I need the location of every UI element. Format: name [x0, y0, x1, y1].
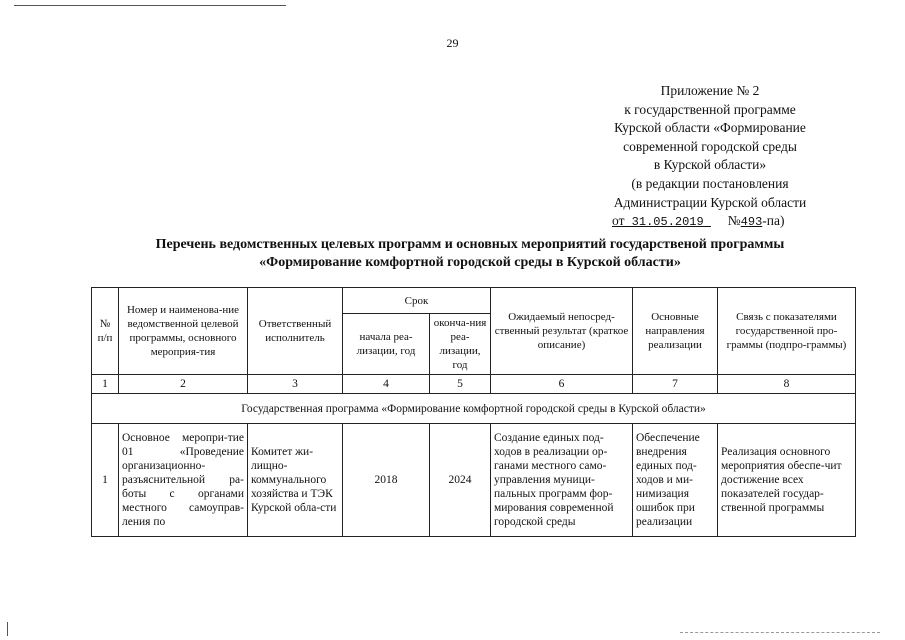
column-number: 4 [343, 375, 430, 394]
row-link: Реализация основного мероприятия обеспе-чит достижение всех показателей государ-ственной программы [718, 424, 856, 537]
column-number-row [92, 375, 856, 394]
scan-edge-mark [7, 622, 8, 636]
header-term: Срок [343, 288, 491, 314]
appendix-line-5: в Курской области» [653, 157, 767, 173]
column-number: 5 [430, 375, 491, 394]
row-executor: Комитет жи-лищно-коммунального хозяйства и ТЭК Курской обла-сти [248, 424, 343, 537]
header-directions: Основные направления реализации [633, 288, 718, 375]
header-start: начала реа-лизации, год [343, 314, 430, 375]
title-line-1: Перечень ведомственных целевых программ и основных мероприятий государственой программы [155, 237, 785, 252]
number-label: № [727, 213, 741, 229]
row-num: 1 [92, 424, 119, 537]
row-start: 2018 [343, 424, 430, 537]
resolution-suffix: -па) [762, 213, 785, 229]
appendix-line-4: современной городской среды [623, 138, 797, 154]
row-result: Создание единых под-ходов в реализации ор-ганами местного само-управления муници-пальных программ фор-мирования современной городской среды [491, 424, 633, 537]
header-link: Связь с показателями государственной про-граммы (подпро-граммы) [718, 288, 856, 375]
appendix-line-1: Приложение № 2 [660, 83, 760, 98]
top-divider-line [14, 5, 286, 6]
column-number: 7 [633, 375, 718, 394]
appendix-line-3: Курской области «Формирование [614, 120, 806, 136]
header-num: № п/п [92, 288, 119, 375]
table-row [92, 424, 856, 537]
resolution-number: 493 [740, 215, 763, 230]
header-executor: Ответственный исполнитель [248, 288, 343, 375]
measures-table [91, 287, 856, 537]
resolution-date: 31.05.2019 [624, 215, 711, 230]
column-number: 8 [718, 375, 856, 394]
header-result: Ожидаемый непосред-ственный результат (краткое описание) [491, 288, 633, 375]
header-name: Номер и наименова-ние ведомственной целевой программы, основного мероприя-тия [119, 288, 248, 375]
appendix-header [560, 82, 860, 232]
column-number: 1 [92, 375, 119, 394]
row-end: 2024 [430, 424, 491, 537]
from-label: от [612, 213, 625, 229]
header-end: оконча-ния реа-лизации, год [430, 314, 491, 375]
document-title [60, 236, 880, 272]
program-row [92, 394, 856, 424]
appendix-line-6: (в редакции постановления [631, 175, 789, 191]
column-number: 2 [119, 375, 248, 394]
resolution-date-number [560, 212, 860, 232]
appendix-line-7: Администрации Курской области [613, 194, 807, 210]
row-directions: Обеспечение внедрения единых под-ходов и ми-нимизация ошибок при реализации [633, 424, 718, 537]
footer-dashed-line [680, 632, 880, 633]
column-number: 6 [491, 375, 633, 394]
row-name: Основное меропри-тие 01 «Проведение организационно-разъяснительной ра-боты с органами местного самоуправ-ления по [119, 424, 248, 537]
program-title: Государственная программа «Формирование комфортной городской среды в Курской области» [92, 394, 856, 424]
page-number: 29 [446, 36, 459, 50]
title-line-2: «Формирование комфортной городской среды в Курской области» [259, 255, 681, 270]
header-row-top [92, 288, 856, 314]
column-number: 3 [248, 375, 343, 394]
appendix-line-2: к государственной программе [624, 101, 796, 117]
